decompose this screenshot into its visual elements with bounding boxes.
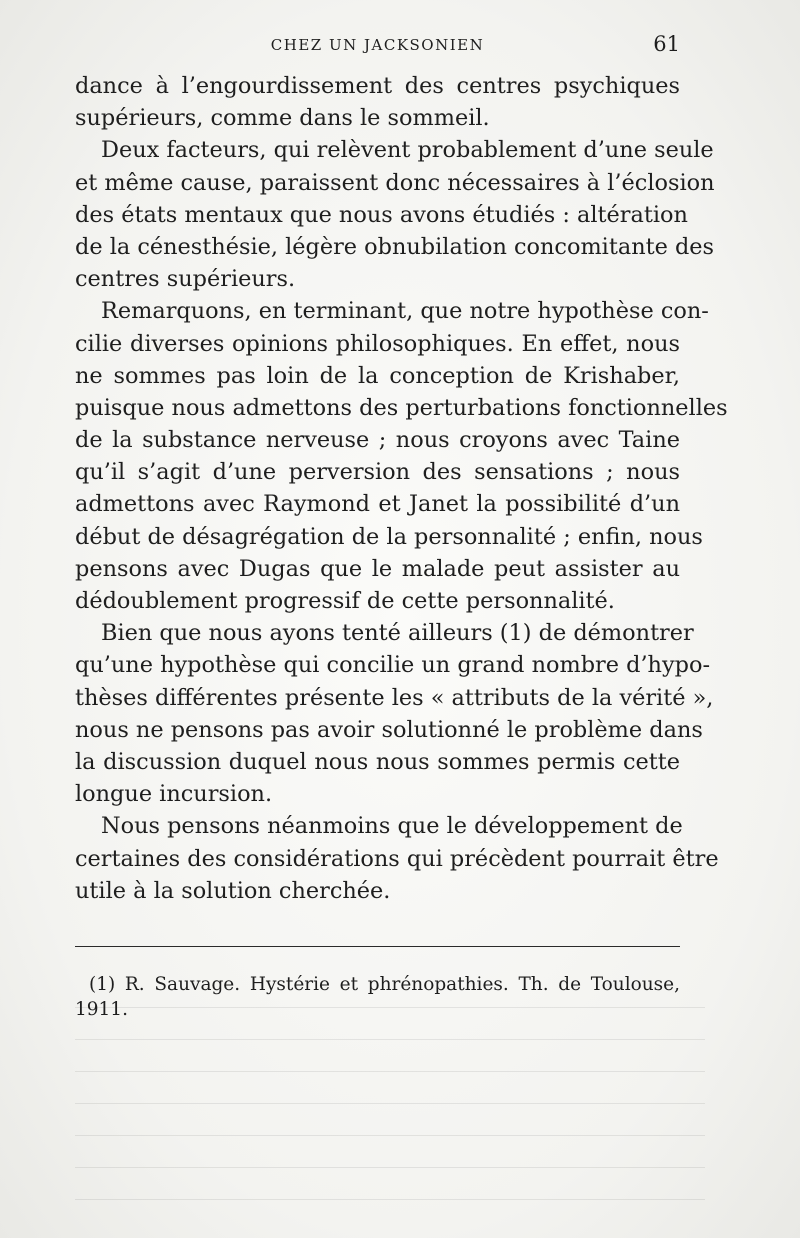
text-line: de la substance nerveuse ; nous croyons avec Taine <box>75 427 680 454</box>
page-number: 61 <box>653 32 680 56</box>
text-line: la discussion duquel nous nous sommes permis cette <box>75 748 680 775</box>
text-line: Remarquons, en terminant, que notre hypothèse con- <box>101 298 709 325</box>
text-line: thèses différentes présente les « attributs de la vérité », <box>75 684 714 711</box>
text-line: Bien que nous ayons tenté ailleurs (1) de démontrer <box>101 620 694 647</box>
text-line: nous ne pensons pas avoir solutionné le problème dans <box>75 716 703 743</box>
running-title: CHEZ UN JACKSONIEN <box>270 36 485 54</box>
text-line: et même cause, paraissent donc nécessaires à l’éclosion <box>75 169 715 196</box>
page-header <box>75 32 680 62</box>
text-line: dance à l’engourdissement des centres psychiques <box>75 73 680 99</box>
text-line: supérieurs, comme dans le sommeil. <box>75 105 490 132</box>
text-line: Nous pensons néanmoins que le développement de <box>101 813 683 840</box>
text-line: qu’une hypothèse qui concilie un grand nombre d’hypo- <box>75 652 711 679</box>
text-line: Deux facteurs, qui relèvent probablement d’une seule <box>101 137 714 164</box>
text-line: pensons avec Dugas que le malade peut assister au <box>75 555 680 582</box>
footnote-line: 1911. <box>75 999 128 1020</box>
footnote-rule <box>75 946 680 947</box>
text-line: longue incursion. <box>75 781 273 808</box>
text-line: puisque nous admettons des perturbations fonctionnelles <box>75 394 728 421</box>
text-line: certaines des considérations qui précèdent pourrait être <box>75 845 719 872</box>
text-line: cilie diverses opinions philosophiques. En effet, nous <box>75 330 680 357</box>
text-line: qu’il s’agit d’une perversion des sensations ; nous <box>75 459 680 486</box>
footnote <box>75 972 680 1022</box>
text-line: ne sommes pas loin de la conception de Krishaber, <box>75 362 680 389</box>
body-text <box>75 70 728 907</box>
text-line: des états mentaux que nous avons étudiés : altération <box>75 201 688 228</box>
text-line: centres supérieurs. <box>75 266 296 293</box>
text-line: de la cénesthésie, légère obnubilation concomitante des <box>75 233 715 260</box>
text-line: utile à la solution cherchée. <box>75 877 391 904</box>
text-line: dédoublement progressif de cette personnalité. <box>75 588 615 614</box>
text-line: admettons avec Raymond et Janet la possibilité d’un <box>75 491 680 518</box>
text-line: début de désagrégation de la personnalité ; enfin, nous <box>75 523 703 550</box>
show-through-texture <box>75 1000 705 1200</box>
footnote-line: (1) R. Sauvage. Hystérie et phrénopathies. Th. de Toulouse, <box>89 974 680 995</box>
